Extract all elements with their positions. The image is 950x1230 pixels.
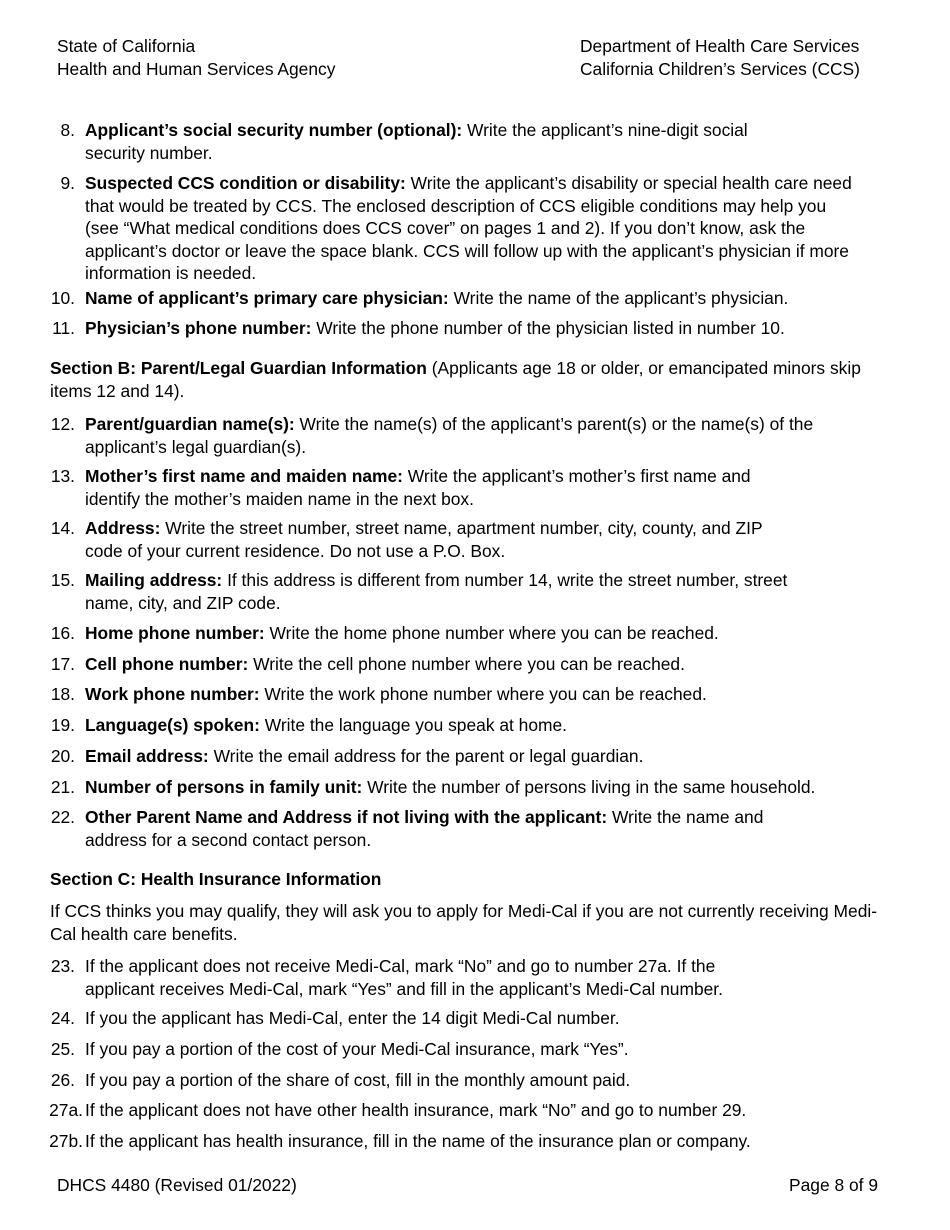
item-number: 15.	[50, 570, 75, 590]
item-text: Write the applicant’s disability or special health care need that would be treated by CCS. The enclosed description of CCS eligible conditions may help you (see “What medical conditions does CCS cover” on pages 1 and 2). If you don’t know, ask the applicant’s doctor or leave the space blank. CCS will follow up with the applicant’s physician if more information is needed.	[85, 173, 852, 283]
item-number: 14.	[50, 518, 75, 538]
item-text: Write the applicant’s mother’s first name and identify the mother’s maiden name in the next box.	[85, 466, 751, 509]
item-text: Write the cell phone number where you can be reached.	[248, 654, 685, 674]
item-label: Mailing address:	[85, 570, 223, 590]
item-number: 27a.	[49, 1100, 83, 1120]
item-text: If you pay a portion of the cost of your Medi-Cal insurance, mark “Yes”.	[85, 1039, 629, 1059]
item-number: 19.	[50, 715, 75, 735]
item-label: Language(s) spoken:	[85, 715, 260, 735]
section-c-intro: If CCS thinks you may qualify, they will ask you to apply for Medi-Cal if you are not currently receiving Medi-Cal health care benefits.	[50, 901, 878, 944]
section-note: (Applicants age 18 or older, or emancipated minors skip items 12 and 14).	[50, 358, 861, 401]
list-item	[50, 776, 885, 799]
list-item	[50, 714, 885, 737]
list-item	[50, 1069, 885, 1092]
section-title: Section B: Parent/Legal Guardian Information	[50, 358, 427, 378]
list-item	[50, 1038, 885, 1061]
section-c-heading	[50, 868, 890, 891]
item-number: 8.	[60, 120, 75, 140]
item-text: Write the phone number of the physician listed in number 10.	[311, 318, 785, 338]
item-text: Write the language you speak at home.	[259, 715, 568, 735]
list-item	[50, 683, 885, 706]
item-text: If the applicant does not receive Medi-Cal, mark “No” and go to number 27a. If the applicant receives Medi-Cal, mark “Yes” and fill in the applicant’s Medi-Cal number.	[85, 956, 723, 999]
item-number: 27b.	[49, 1131, 83, 1151]
item-label: Email address:	[85, 746, 209, 766]
item-label: Mother’s first name and maiden name:	[85, 466, 403, 486]
list-item	[50, 745, 885, 768]
item-number: 25.	[50, 1039, 75, 1059]
header-program: California Children’s Services (CCS)	[580, 58, 860, 79]
list-item	[50, 465, 800, 510]
item-label: Address:	[85, 518, 161, 538]
item-text: Write the home phone number where you can be reached.	[264, 623, 719, 643]
item-text: Write the work phone number where you can be reached.	[259, 684, 707, 704]
item-number: 12.	[50, 414, 75, 434]
item-label: Cell phone number:	[85, 654, 249, 674]
section-b-heading	[50, 357, 890, 402]
list-item	[50, 653, 885, 676]
item-text: If the applicant does not have other health insurance, mark “No” and go to number 29.	[85, 1100, 747, 1120]
list-item	[60, 172, 860, 285]
item-text: If you the applicant has Medi-Cal, enter the 14 digit Medi-Cal number.	[85, 1008, 620, 1028]
item-number: 21.	[50, 777, 75, 797]
header-agency: Health and Human Services Agency	[57, 58, 336, 79]
item-text: If this address is different from number 14, write the street number, street name, city, and ZIP code.	[85, 570, 788, 613]
list-item	[50, 806, 785, 851]
item-label: Number of persons in family unit:	[85, 777, 363, 797]
item-number: 26.	[50, 1070, 75, 1090]
item-number: 17.	[50, 654, 75, 674]
header-state: State of California	[57, 36, 196, 56]
item-number: 22.	[50, 807, 75, 827]
list-item	[50, 517, 785, 562]
item-number: 16.	[50, 623, 75, 643]
item-label: Work phone number:	[85, 684, 260, 704]
item-label: Home phone number:	[85, 623, 265, 643]
item-number: 9.	[60, 173, 75, 193]
header-left	[57, 35, 335, 80]
header-department: Department of Health Care Services	[580, 36, 860, 56]
item-label: Physician’s phone number:	[85, 318, 312, 338]
item-label: Applicant’s social security number (optional):	[85, 120, 463, 140]
list-item	[50, 413, 815, 458]
item-text: If the applicant has health insurance, fill in the name of the insurance plan or company.	[85, 1131, 751, 1151]
list-item	[50, 622, 885, 645]
item-text: Write the street number, street name, apartment number, city, county, and ZIP code of your current residence. Do not use a P.O. Box.	[85, 518, 763, 561]
item-label: Suspected CCS condition or disability:	[85, 173, 406, 193]
list-item	[60, 119, 805, 164]
item-text: Write the name(s) of the applicant’s parent(s) or the name(s) of the applicant’s legal guardian(s).	[85, 414, 814, 457]
item-number: 23.	[50, 956, 75, 976]
item-number: 11.	[52, 318, 75, 338]
item-label: Parent/guardian name(s):	[85, 414, 295, 434]
header-right	[580, 35, 860, 80]
item-text: Write the name and address for a second contact person.	[85, 807, 764, 850]
form-id: DHCS 4480 (Revised 01/2022)	[57, 1175, 297, 1195]
item-text: Write the applicant’s nine-digit social security number.	[85, 120, 748, 163]
item-label: Name of applicant’s primary care physician:	[85, 288, 449, 308]
item-text: Write the number of persons living in the same household.	[362, 777, 816, 797]
item-number: 24.	[50, 1008, 75, 1028]
list-item	[49, 1099, 885, 1122]
list-item	[50, 569, 790, 614]
page-number: Page 8 of 9	[789, 1175, 878, 1195]
list-item	[49, 1130, 885, 1153]
item-text: Write the email address for the parent or legal guardian.	[208, 746, 644, 766]
item-text: If you pay a portion of the share of cost, fill in the monthly amount paid.	[85, 1070, 631, 1090]
section-title: Section C: Health Insurance Information	[50, 869, 382, 889]
item-label: Other Parent Name and Address if not living with the applicant:	[85, 807, 608, 827]
item-number: 18.	[50, 684, 75, 704]
item-text: Write the name of the applicant’s physician.	[448, 288, 789, 308]
list-item	[50, 287, 885, 310]
item-number: 13.	[50, 466, 75, 486]
list-item	[50, 955, 785, 1000]
list-item	[50, 1007, 885, 1030]
list-item	[52, 317, 885, 340]
item-number: 10.	[50, 288, 75, 308]
item-number: 20.	[50, 746, 75, 766]
